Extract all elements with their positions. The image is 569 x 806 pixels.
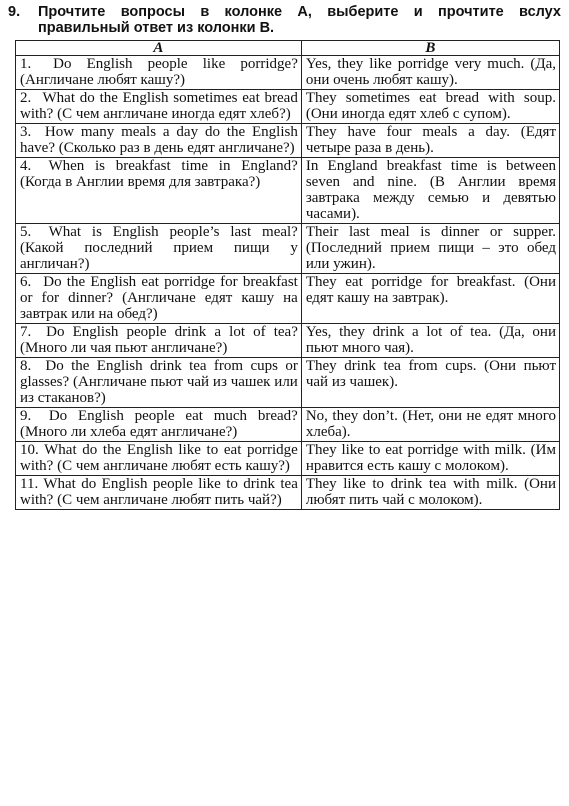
answer-text: They have four meals a day. (Едят четыре раза в день). bbox=[305, 124, 556, 156]
table-row bbox=[16, 324, 560, 358]
question-number: 4. bbox=[20, 158, 32, 174]
question-number: 11. bbox=[20, 476, 39, 492]
question-number: 6. bbox=[20, 274, 32, 290]
answer-text: In England breakfast time is between seven and nine. (В Англии время завтрака между семью и девятью часами). bbox=[305, 158, 556, 222]
question-cell bbox=[16, 124, 302, 158]
question-text: Do the English eat porridge for breakfast or for dinner? (Англичане едят кашу на завтрак или на обед?) bbox=[20, 274, 298, 322]
answer-cell bbox=[301, 408, 559, 442]
table-row bbox=[16, 158, 560, 224]
question-cell bbox=[16, 476, 302, 510]
answer-text: They like to eat porridge with milk. (Им нравится есть кашу с молоком). bbox=[305, 442, 556, 474]
question-cell bbox=[16, 408, 302, 442]
table-row bbox=[16, 124, 560, 158]
table-row bbox=[16, 90, 560, 124]
question-cell bbox=[16, 274, 302, 324]
question-number: 3. bbox=[20, 124, 32, 140]
answer-cell bbox=[301, 158, 559, 224]
answer-cell bbox=[301, 324, 559, 358]
table-row bbox=[16, 408, 560, 442]
question-cell bbox=[16, 56, 302, 90]
question-text: Do the English drink tea from cups or glasses? (Англичане пьют чай из чашек или из стаканов?) bbox=[20, 358, 298, 406]
qa-table bbox=[15, 40, 560, 510]
table-row bbox=[16, 442, 560, 476]
question-text: What do the English sometimes eat bread with? (С чем англичане иногда едят хлеб?) bbox=[20, 90, 298, 122]
qa-table-body bbox=[16, 56, 560, 510]
question-number: 8. bbox=[20, 358, 32, 374]
table-row bbox=[16, 56, 560, 90]
answer-cell bbox=[301, 442, 559, 476]
answer-text: They drink tea from cups. (Они пьют чай из чашек). bbox=[305, 358, 556, 390]
question-number: 10. bbox=[20, 442, 39, 458]
question-cell bbox=[16, 442, 302, 476]
answer-text: No, they don’t. (Нет, они не едят много хлеба). bbox=[305, 408, 556, 440]
question-cell bbox=[16, 224, 302, 274]
answer-cell bbox=[301, 358, 559, 408]
answer-cell bbox=[301, 224, 559, 274]
task-heading bbox=[8, 4, 561, 36]
answer-text: They eat porridge for breakfast. (Они едят кашу на завтрак). bbox=[305, 274, 556, 306]
column-b-header: B bbox=[301, 41, 559, 56]
question-cell bbox=[16, 358, 302, 408]
answer-text: They like to drink tea with milk. (Они любят пить чай с молоком). bbox=[305, 476, 556, 508]
question-number: 1. bbox=[20, 56, 32, 72]
table-row bbox=[16, 274, 560, 324]
question-number: 5. bbox=[20, 224, 32, 240]
column-a-header: A bbox=[16, 41, 302, 56]
question-text: What do English people like to drink tea with? (С чем англичане любят пить чай?) bbox=[20, 476, 298, 508]
question-cell bbox=[16, 90, 302, 124]
question-text: Do English people like porridge? (Англичане любят кашу?) bbox=[20, 56, 298, 88]
question-text: Do English people drink a lot of tea? (Много ли чая пьют англичане?) bbox=[20, 324, 298, 356]
question-text: How many meals a day do the English have? (Сколько раз в день едят англичане?) bbox=[20, 124, 298, 156]
answer-cell bbox=[301, 56, 559, 90]
answer-cell bbox=[301, 476, 559, 510]
answer-cell bbox=[301, 90, 559, 124]
question-cell bbox=[16, 324, 302, 358]
question-cell bbox=[16, 158, 302, 224]
question-number: 9. bbox=[20, 408, 32, 424]
answer-text: Yes, they like porridge very much. (Да, они очень любят кашу). bbox=[305, 56, 556, 88]
answer-cell bbox=[301, 124, 559, 158]
question-text: Do English people eat much bread? (Много ли хлеба едят англичане?) bbox=[20, 408, 298, 440]
task-number: 9. bbox=[8, 4, 21, 20]
question-text: What is English people’s last meal? (Какой последний прием пищи у англичан?) bbox=[20, 224, 298, 272]
answer-cell bbox=[301, 274, 559, 324]
table-row bbox=[16, 358, 560, 408]
table-row bbox=[16, 476, 560, 510]
table-row bbox=[16, 224, 560, 274]
answer-text: Yes, they drink a lot of tea. (Да, они пьют много чая). bbox=[305, 324, 556, 356]
question-number: 2. bbox=[20, 90, 32, 106]
question-text: What do the English like to eat porridge with? (С чем англичане любят есть кашу?) bbox=[20, 442, 298, 474]
answer-text: They sometimes eat bread with soup. (Они иногда едят хлеб с супом). bbox=[305, 90, 556, 122]
table-header-row bbox=[16, 41, 560, 56]
question-text: When is breakfast time in England? (Когда в Англии время для завтрака?) bbox=[20, 158, 298, 190]
answer-text: Their last meal is dinner or supper. (Последний прием пищи – это обед или ужин). bbox=[305, 224, 556, 272]
task-instruction: Прочтите вопросы в колонке A, выберите и прочтите вслух правильный ответ из колонки B. bbox=[38, 4, 561, 36]
question-number: 7. bbox=[20, 324, 32, 340]
